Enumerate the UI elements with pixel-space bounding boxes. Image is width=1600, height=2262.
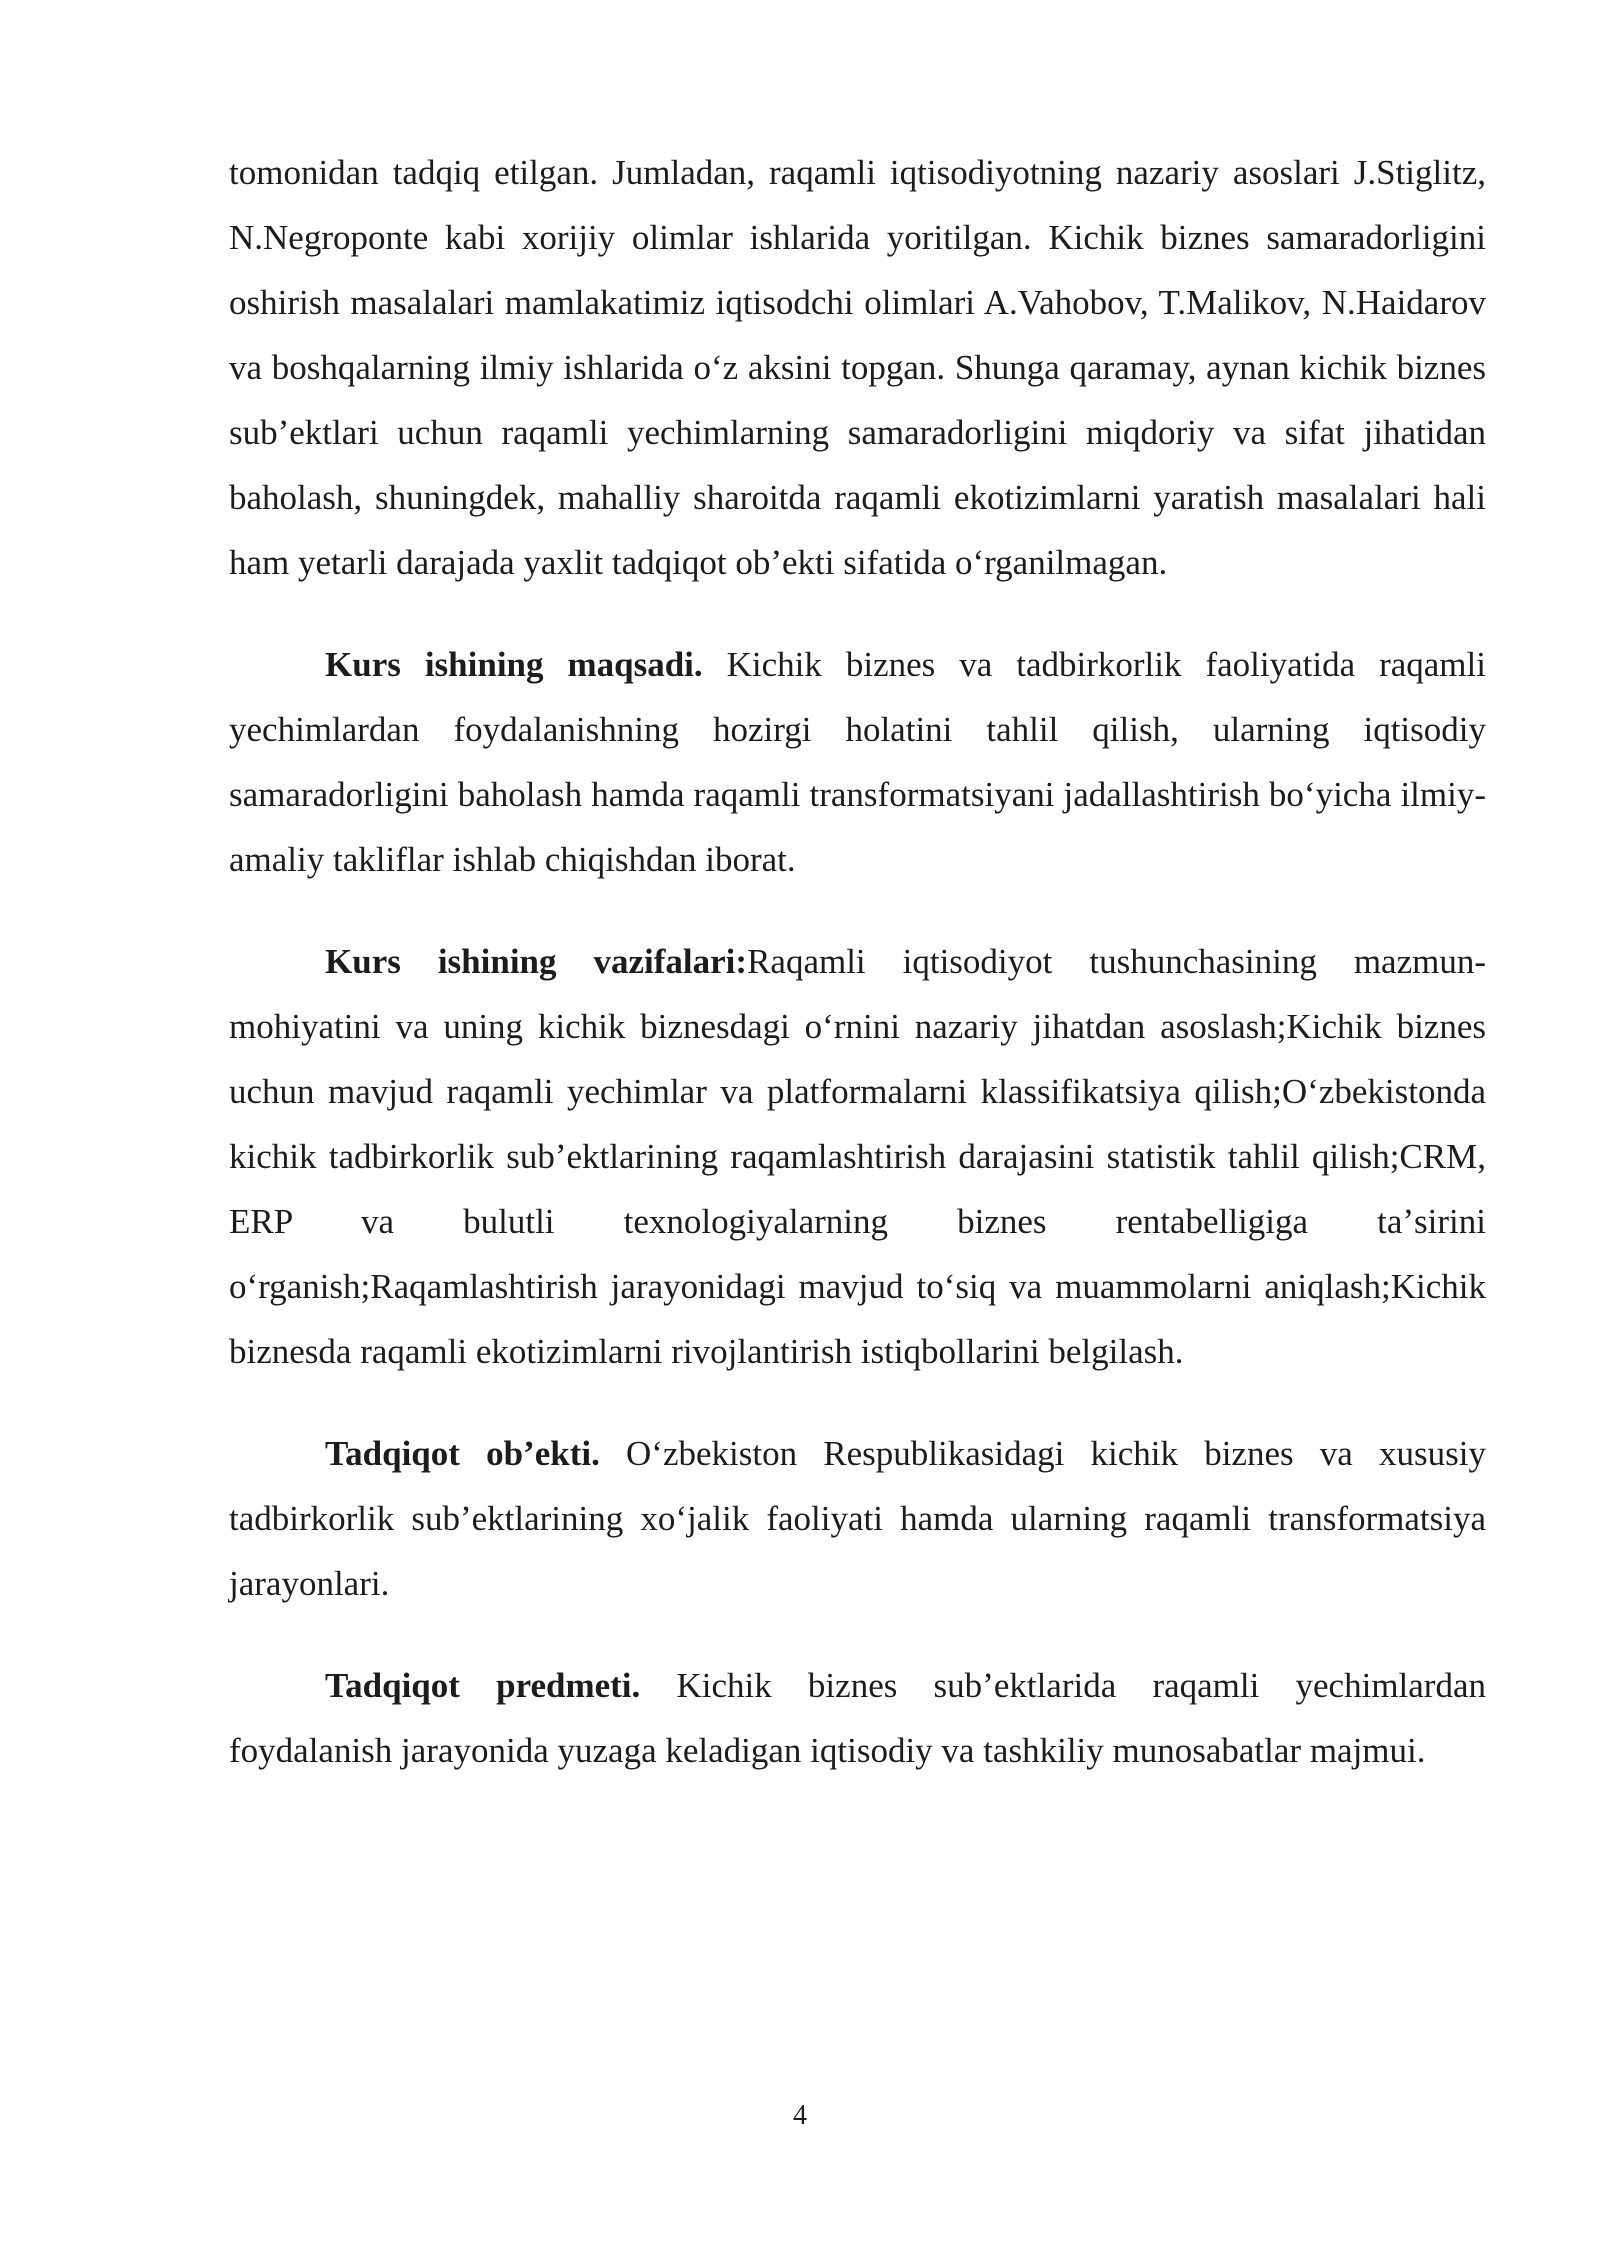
paragraph-research-object <box>229 1421 1486 1616</box>
section-label-object: Tadqiqot obʼekti. <box>325 1434 600 1473</box>
section-label-subject: Tadqiqot predmeti. <box>325 1666 641 1705</box>
paragraph-text: Oʻzbekiston Respublikasidagi kichik biznes va xususiy tadbirkorlik subʼektlarining xoʻjalik faoliyati hamda ularning raqamli transformatsiya jarayonlari. <box>229 1434 1486 1603</box>
paragraph-literature-review <box>229 140 1486 595</box>
paragraph-text: Kichik biznes va tadbirkorlik faoliyatida raqamli yechimlardan foydalanishning hozirgi holatini tahlil qilish, ularning iqtisodiy samaradorligini baholash hamda raqamli transformatsiyani jadallashtirish boʻyicha ilmiy-amaliy takliflar ishlab chiqishdan iborat. <box>229 645 1486 879</box>
paragraph-course-goal <box>229 632 1486 892</box>
section-label-goal: Kurs ishining maqsadi. <box>325 645 703 684</box>
paragraph-research-subject <box>229 1653 1486 1783</box>
paragraph-text: Kichik biznes subʼektlarida raqamli yechimlardan foydalanish jarayonida yuzaga keladigan iqtisodiy va tashkiliy munosabatlar majmui. <box>229 1666 1486 1770</box>
document-page <box>229 140 1486 1783</box>
paragraph-course-tasks <box>229 929 1486 1384</box>
section-label-tasks: Kurs ishining vazifalari: <box>325 942 748 981</box>
paragraph-text: tomonidan tadqiq etilgan. Jumladan, raqamli iqtisodiyotning nazariy asoslari J.Stiglitz, N.Negroponte kabi xorijiy olimlar ishlarida yoritilgan. Kichik biznes samaradorligini oshirish masalalari mamlakatimiz iqtisodchi olimlari A.Vahobov, T.Malikov, N.Haidarov va boshqalarning ilmiy ishlarida oʻz aksini topgan. Shunga qaramay, aynan kichik biznes subʼektlari uchun raqamli yechimlarning samaradorligini miqdoriy va sifat jihatidan baholash, shuningdek, mahalliy sharoitda raqamli ekotizimlarni yaratish masalalari hali ham yetarli darajada yaxlit tadqiqot obʼekti sifatida oʻrganilmagan. <box>229 153 1486 582</box>
page-number: 4 <box>793 2100 807 2131</box>
paragraph-text: Raqamli iqtisodiyot tushunchasining mazmun-mohiyatini va uning kichik biznesdagi oʻrnini nazariy jihatdan asoslash;Kichik biznes uchun mavjud raqamli yechimlar va platformalarni klassifikatsiya qilish;Oʻzbekistonda kichik tadbirkorlik subʼektlarining raqamlashtirish darajasini statistik tahlil qilish;CRM, ERP va bulutli texnologiyalarning biznes rentabelligiga taʼsirini oʻrganish;Raqamlashtirish jarayonidagi mavjud toʻsiq va muammolarni aniqlash;Kichik biznesda raqamli ekotizimlarni rivojlantirish istiqbollarini belgilash. <box>229 942 1486 1371</box>
